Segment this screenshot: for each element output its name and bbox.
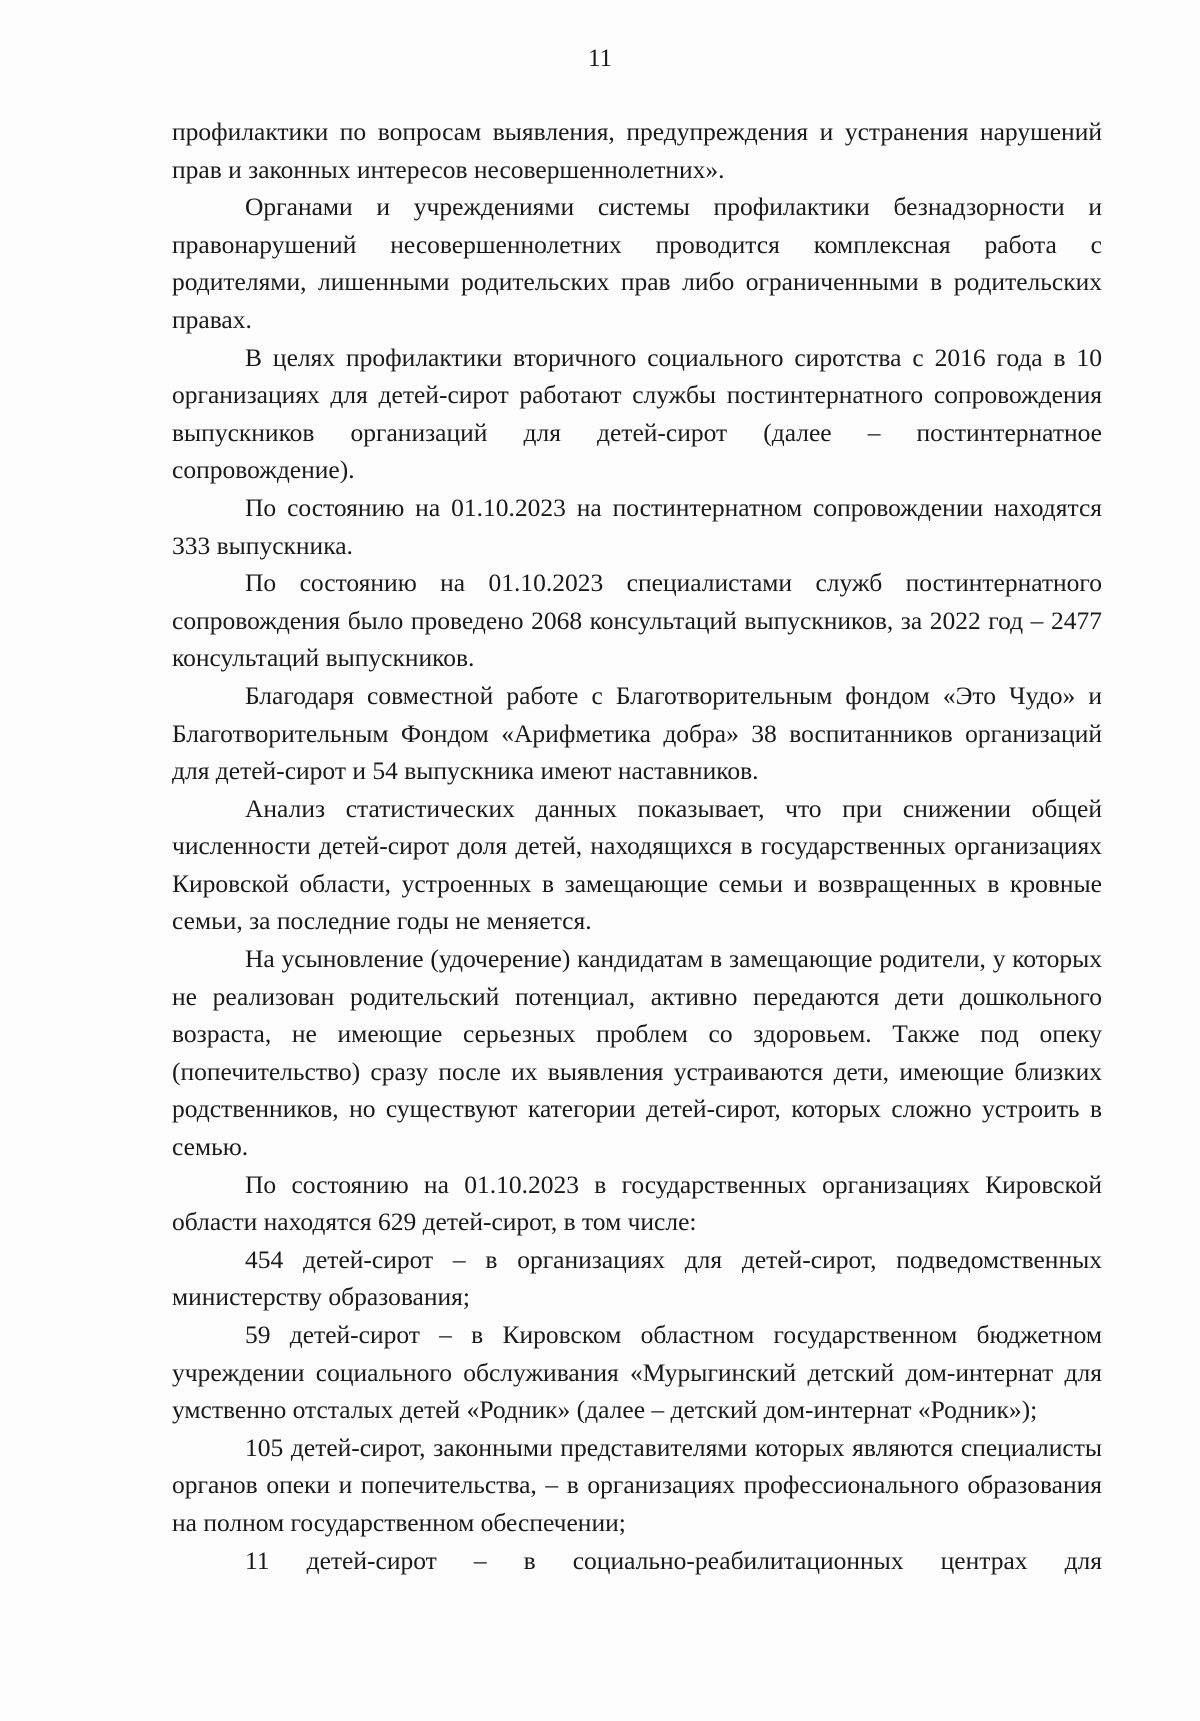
paragraph: Благодаря совместной работе с Благотворительным фондом «Это Чудо» и Благотворительным Фондом «Арифметика добра» 38 воспитанников организаций для детей-сирот и 54 выпускника имеют наставников. — [172, 680, 1102, 786]
paragraph: профилактики по вопросам выявления, предупреждения и устранения нарушений прав и законных интересов несовершеннолетних». — [172, 117, 1102, 184]
document-body — [172, 113, 1102, 1579]
paragraph: Анализ статистических данных показывает, что при снижении общей численности детей-сирот доля детей, находящихся в государственных организациях Кировской области, устроенных в замещающие семьи и возвращенных в кровные семьи, за последние годы не меняется. — [172, 793, 1102, 936]
paragraph: 59 детей-сирот – в Кировском областном государственном бюджетном учреждении социального обслуживания «Мурыгинский детский дом-интернат для умственно отсталых детей «Родник» (далее – детский дом-интернат «Родник»); — [172, 1320, 1102, 1425]
paragraph: На усыновление (удочерение) кандидатам в замещающие родители, у которых не реализован родительский потенциал, активно передаются дети дошкольного возраста, не имеющие серьезных проблем со здоровьем. Также под опеку (попечительство) сразу после их выявления устраиваются дети, имеющие близких родственников, но существуют категории детей-сирот, которых сложно устроить в семью. — [172, 944, 1102, 1162]
paragraph: 105 детей-сирот, законными представителями которых являются специалисты органов опеки и попечительства, – в организациях профессионального образования на полном государственном обеспечении; — [172, 1432, 1102, 1537]
paragraph: По состоянию на 01.10.2023 специалистами служб постинтернатного сопровождения было проведено 2068 консультаций выпускников, за 2022 год – 2477 консультаций выпускников. — [172, 568, 1102, 673]
paragraph: По состоянию на 01.10.2023 на постинтернатном сопровождении находятся 333 выпускника. — [172, 492, 1102, 560]
paragraph: Органами и учреждениями системы профилактики безнадзорности и правонарушений несовершеннолетних проводится комплексная работа с родителями, лишенными родительских прав либо ограниченными в родительских правах. — [172, 192, 1102, 334]
paragraph: 454 детей-сирот – в организациях для детей-сирот, подведомственных министерству образования; — [172, 1244, 1102, 1312]
paragraph: 11 детей-сирот – в социально-реабилитационных центрах для — [245, 1545, 1102, 1575]
page-number: 11 — [587, 45, 613, 72]
paragraph: В целях профилактики вторичного социального сиротства с 2016 года в 10 организациях для детей-сирот работают службы постинтернатного сопровождения выпускников организаций для детей-сирот (далее – постинтернатное сопровождение). — [172, 342, 1102, 485]
paragraph: По состоянию на 01.10.2023 в государственных организациях Кировской области находятся 629 детей-сирот, в том числе: — [172, 1169, 1102, 1237]
